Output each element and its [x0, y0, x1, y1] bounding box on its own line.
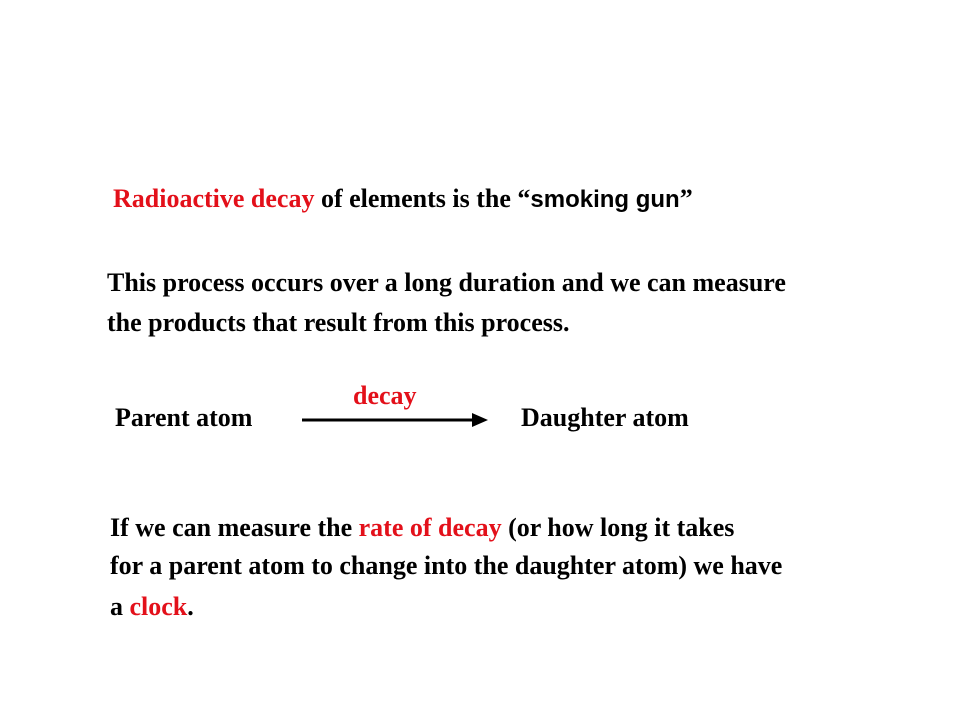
- headline: [113, 184, 693, 215]
- daughter-atom-label: Daughter atom: [521, 403, 689, 432]
- paragraph2-text: (or how long it takes: [501, 513, 735, 542]
- headline-close-quote: ”: [679, 184, 693, 213]
- paragraph2-line2: for a parent atom to change into the daughter atom) we have: [110, 551, 783, 580]
- paragraph1-line2: the products that result from this process.: [107, 308, 570, 337]
- paragraph2-text: a: [110, 592, 130, 621]
- decay-arrow-head: [472, 413, 488, 427]
- paragraph2-line1: [110, 513, 734, 543]
- radioactive-decay-term: Radioactive decay: [113, 184, 315, 213]
- headline-text: of elements is the “: [314, 184, 531, 213]
- paragraph2-line3: [110, 592, 194, 622]
- parent-atom-label: Parent atom: [115, 403, 253, 432]
- decay-label: decay: [353, 381, 417, 410]
- smoking-gun-phrase: smoking gun: [530, 186, 680, 213]
- decay-arrow: [300, 408, 490, 432]
- paragraph2-text: If we can measure the: [110, 513, 359, 542]
- paragraph1-line1: This process occurs over a long duration and we can measure: [107, 268, 786, 297]
- paragraph2-period: .: [187, 592, 194, 621]
- rate-of-decay-term: rate of decay: [358, 513, 502, 542]
- clock-term: clock: [129, 592, 188, 621]
